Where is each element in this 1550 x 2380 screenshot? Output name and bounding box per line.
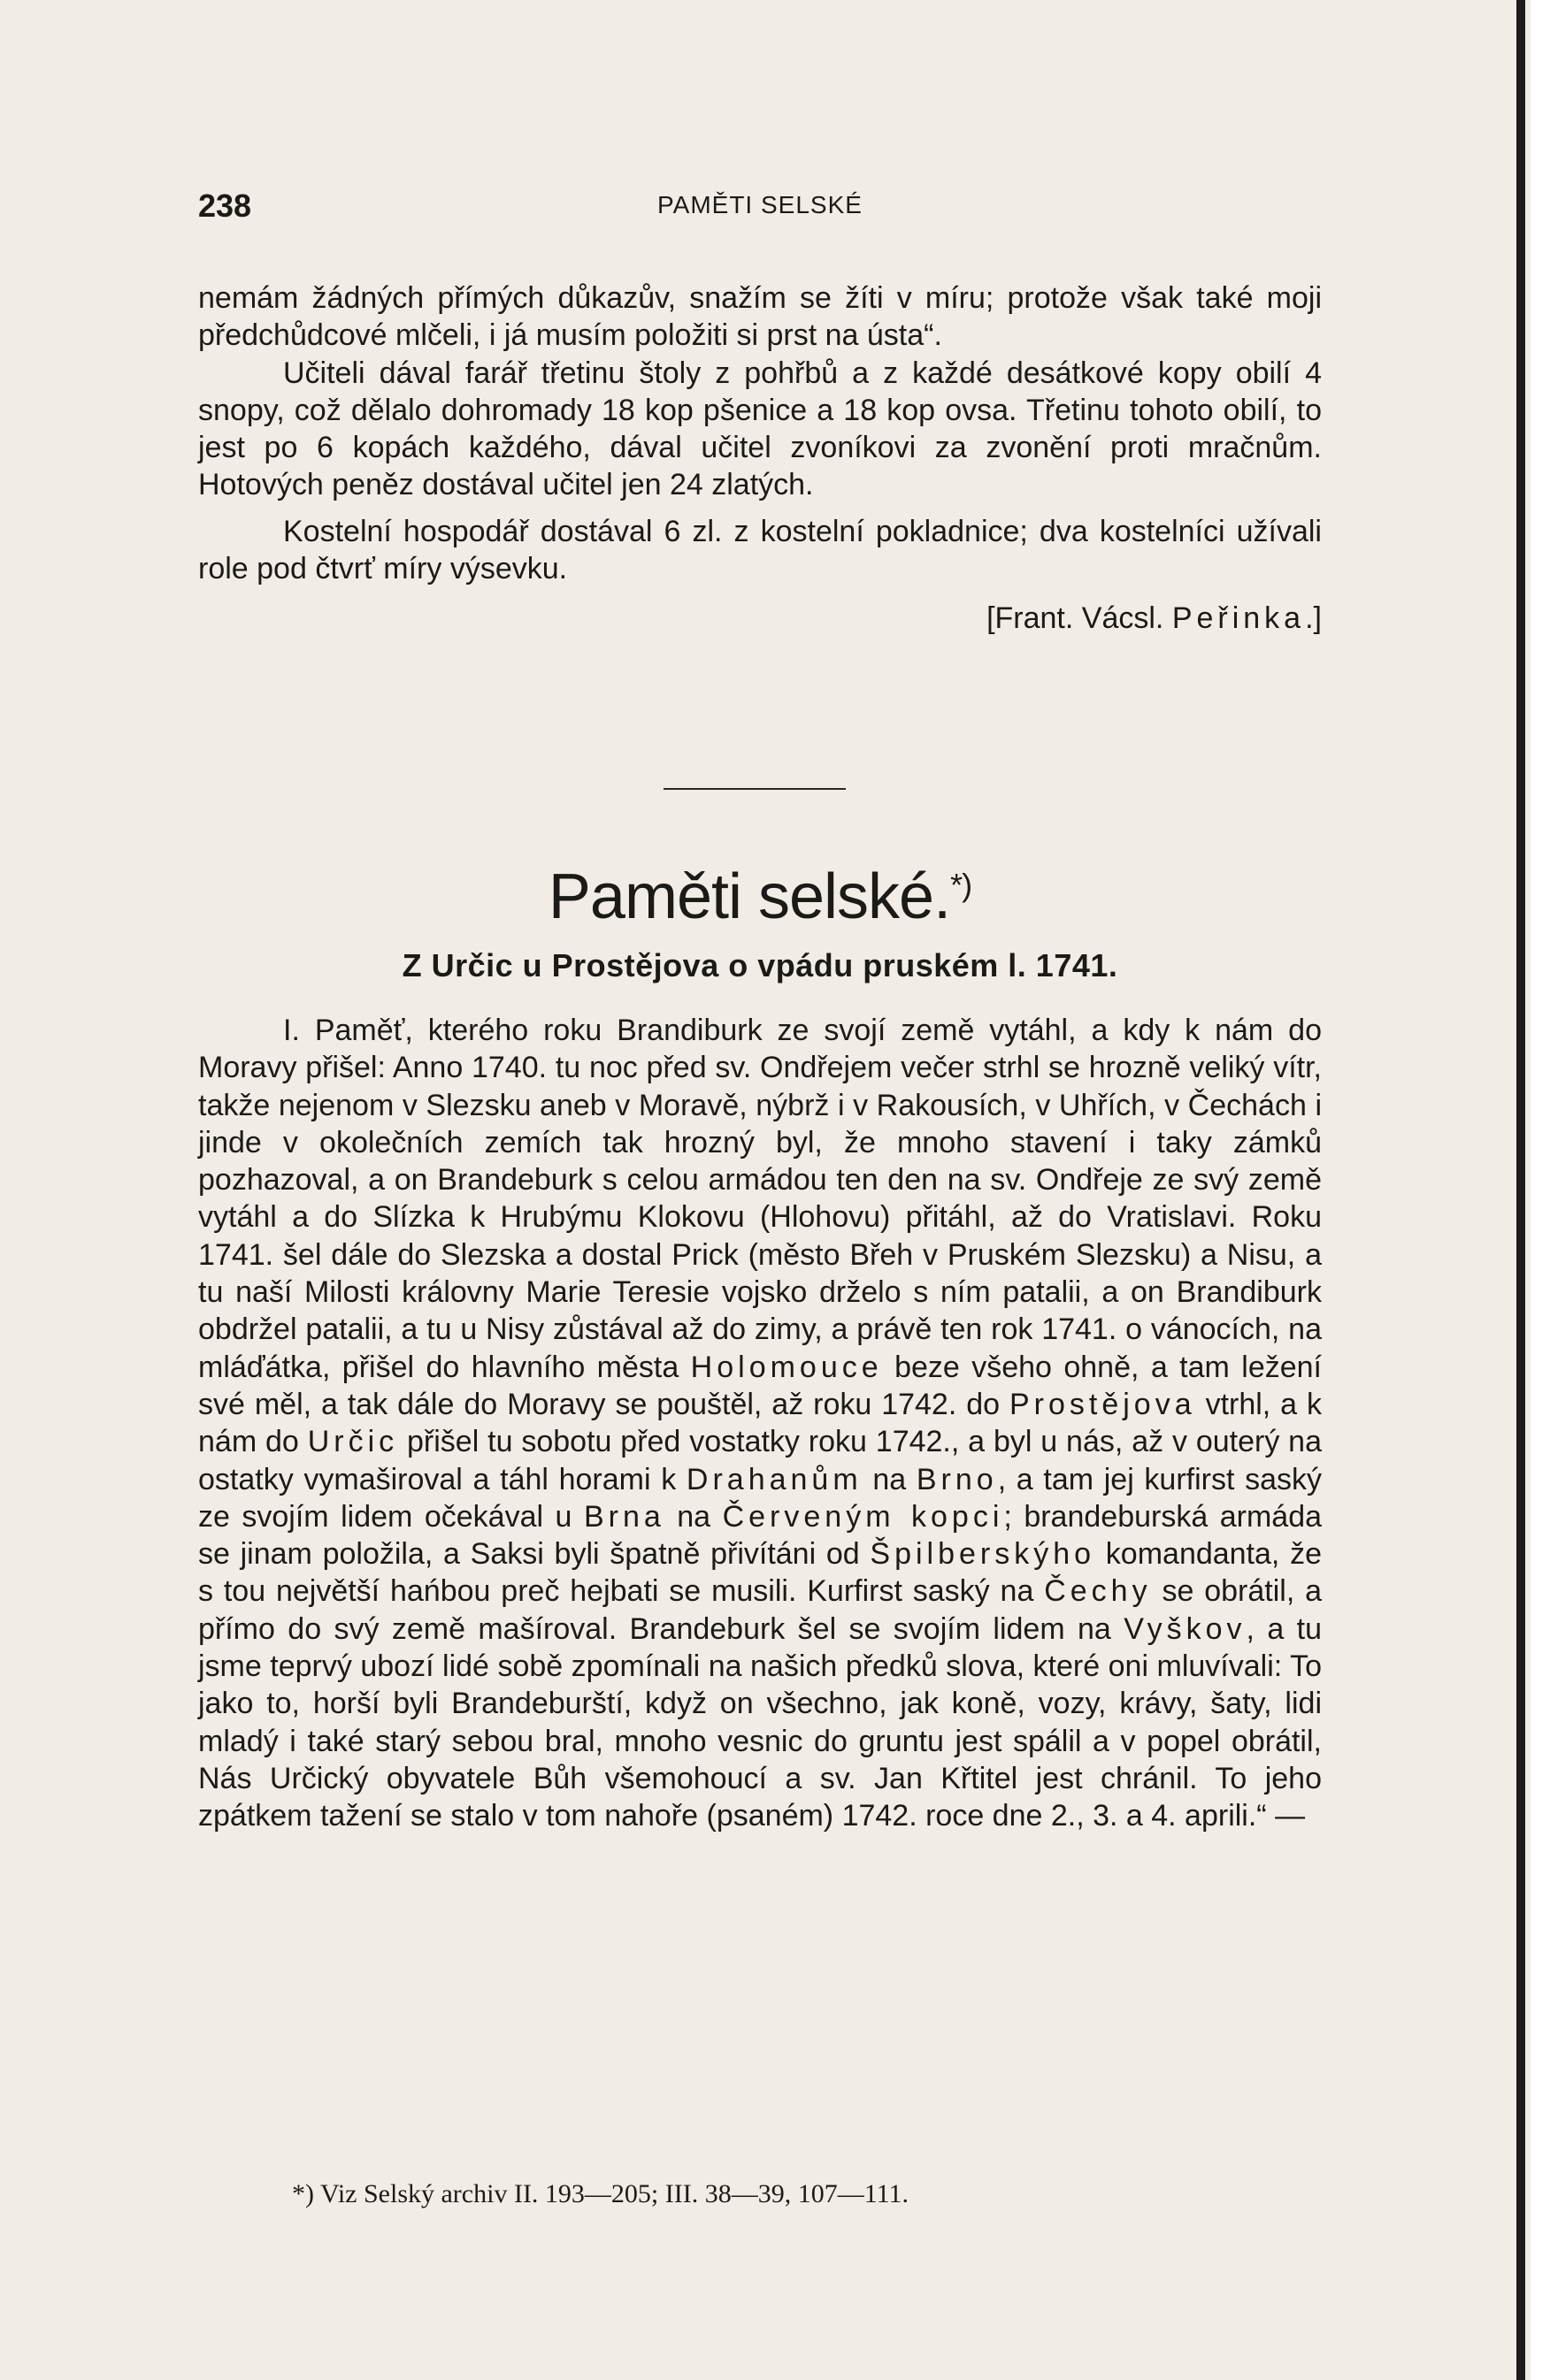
body-text: přišel tu sobotu před vostatky roku 1742., a byl u nás, až v outerý na ostatky vymaširoval a táhl horami k — [198, 1425, 1323, 1496]
place-prostejov: Prostějova — [1009, 1387, 1196, 1421]
article-body — [198, 1012, 1322, 1835]
footnote — [292, 2177, 1354, 2212]
signature — [198, 600, 1322, 637]
body-text: vtrhl, a k nám do — [198, 1387, 1323, 1459]
body-text: ; brandeburská armáda se jinam položila, a Saksi byli špatně přivítáni od — [198, 1499, 1323, 1572]
body-text: , a tam jej kurfirst saský ze svojím lidem očekával u — [198, 1462, 1323, 1534]
place-vyskov: Vyškov — [1124, 1611, 1247, 1646]
signature-suffix: .] — [1305, 601, 1322, 636]
page-number: 238 — [198, 187, 252, 224]
paragraph-church-steward: Kostelní hospodář dostával 6 zl. z kostelní pokladnice; dva kostelníci užívali role pod čtvrť míry výsevku. — [198, 514, 1322, 586]
previous-article-text — [198, 279, 1322, 637]
signature-name: Peřinka — [1171, 601, 1306, 636]
running-head: PAMĚTI SELSKÉ — [657, 191, 863, 218]
body-text: I. Paměť, kterého roku Brandiburk ze svojí země vytáhl, a kdy k nám do Moravy přišel: Anno 1740. tu noc před sv. Ondřejem večer strhl se hrozně veliký vítr, takže nejenom v Slezsku aneb v Moravě, nýbrž i v Rakousích, v Uhřích, v Čechách i jinde v okolečních zemích tak hrozný byl, že mnoho stavení i taky zámků pozhazoval, a on Brandeburk s celou armádou ten den na sv. Ondřeje ze svý země vytáhl a do Slízka k Hrubýmu Klokovu (Hlohovu) přitáhl, až do Vratislavi. Roku 1741. šel dále do Slezska a dostal Prick (město Břeh v Pruském Slezsku) a Nisu, a tu naší Milosti královny Marie Teresie vojsko drželo s ním patalii, a on Brandiburk obdržel patalii, a tu u Nisy zůstával až do zimy, a právě ten rok 1741. o vánocích, na mláďátka, přišel do hlavního města — [198, 1014, 1322, 1384]
article-subtitle: Z Určic u Prostějova o vpádu pruském l. 1741. — [402, 947, 1118, 983]
place-brno: Brno — [916, 1462, 998, 1496]
section-divider — [664, 788, 846, 790]
article-paragraph — [198, 1012, 1322, 1835]
page-edge — [1516, 0, 1525, 2380]
place-brna: Brna — [583, 1499, 665, 1534]
body-text: na — [872, 1462, 907, 1496]
page-header — [198, 187, 1322, 223]
article-title — [198, 846, 1322, 937]
paragraph-continued: nemám žádných přímých důkazův, snažím se žíti v míru; protože však také moji předchůdcové mlčeli, i já musím položiti si prst na ústa“. — [198, 281, 1322, 353]
place-holomouc: Holomouce — [690, 1350, 883, 1384]
footnote-text: Viz Selský archiv II. 193—205; III. 38—39, 107—111. — [319, 2179, 909, 2208]
article-title-text: Paměti selské. — [548, 861, 951, 932]
place-cechy: Čechy — [1044, 1574, 1152, 1609]
place-spilberk: Špilberskýho — [870, 1537, 1096, 1572]
title-footnote-mark: *) — [950, 867, 972, 903]
body-text: , a tu jsme teprvý ubozí lidé sobě zpomínali na našich předků slova, které oni mluvívali: To jako to, horší byli Brandeburští, když on všechno, jak koně, vozy, krávy, šaty, lidi mladý i také starý sebou bral, mnoho vesnic do gruntu jest spálil a v popel obrátil, Nás Určický obyvatele Bůh všemohoucí a sv. Jan Křtitel jest chránil. To jeho zpátkem tažení se stalo v tom nahoře (psaném) 1742. roce dne 2., 3. a 4. aprili.“ — — [198, 1611, 1322, 1833]
footnote-mark: *) — [292, 2179, 314, 2208]
body-text: beze všeho ohně, a tam ležení své měl, a tak dále do Moravy se pouštěl, až roku 1742. do — [198, 1350, 1322, 1421]
paragraph-teacher-pay: Učiteli dával farář třetinu štoly z pohřbů a z každé desátkové kopy obilí 4 snopy, což dělalo dohromady 18 kop pšenice a 18 kop ovsa. Třetinu tohoto obilí, to jest po 6 kopách každého, dával učitel zvoníkovi za zvonění proti mračnům. Hotových peněz dostával učitel jen 24 zlatých. — [198, 356, 1322, 502]
place-cerveny-kopec: Červeným kopci — [722, 1499, 1004, 1534]
place-urcice: Určic — [307, 1425, 399, 1459]
place-drahany: Drahanům — [686, 1462, 863, 1496]
body-text: se obrátil, a přímo do svý země mašíroval. Brandeburk šel se svojím lidem na — [198, 1574, 1323, 1646]
body-text: na — [677, 1499, 711, 1534]
signature-prefix: [Frant. Vácsl. — [986, 601, 1164, 636]
body-text: komandanta, že s tou největší hańbou preč hejbati se musili. Kurfirst saský na — [198, 1537, 1323, 1609]
